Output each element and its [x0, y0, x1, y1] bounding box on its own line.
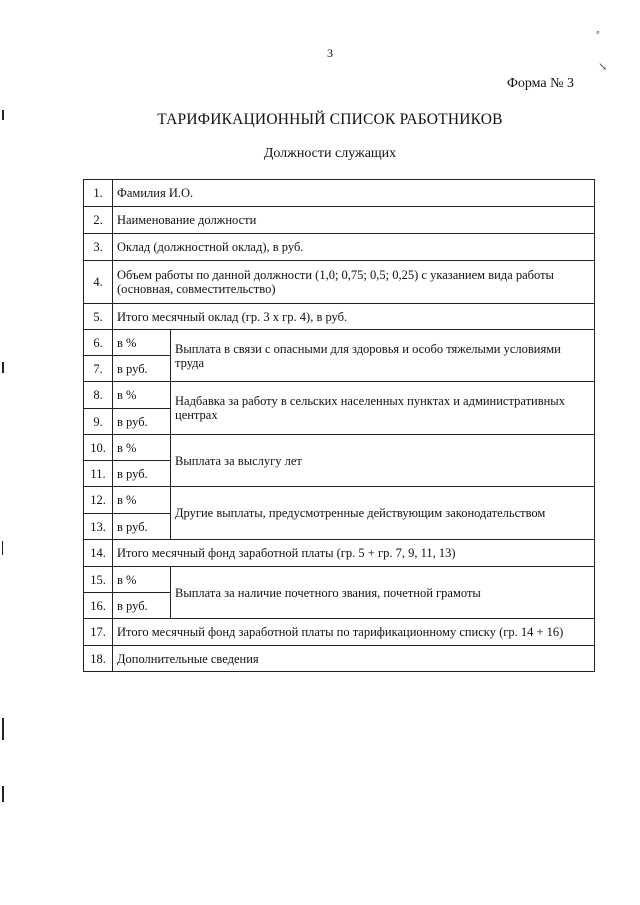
row-label: Наименование должности — [113, 207, 595, 234]
row-number: 18. — [84, 646, 113, 672]
row-number: 14. — [84, 540, 113, 567]
unit-label: в руб. — [113, 461, 171, 487]
unit-label: в руб. — [113, 514, 171, 540]
page-number: 3 — [327, 46, 333, 60]
unit-label: в руб. — [113, 593, 171, 619]
table-row — [84, 646, 595, 672]
scan-edge-mark — [2, 541, 3, 555]
row-number: 9. — [84, 409, 113, 435]
tariff-table — [83, 179, 595, 672]
row-number: 15. — [84, 567, 113, 593]
row-number: 1. — [84, 180, 113, 207]
scan-corner-mark: ↘ — [598, 61, 608, 73]
row-label: Итого месячный фонд заработной платы по тарификационному списку (гр. 14 + 16) — [113, 619, 595, 646]
row-label: Объем работы по данной должности (1,0; 0,75; 0,5; 0,25) с указанием вида работы (основная, совместительство) — [113, 261, 595, 304]
row-label: Оклад (должностной оклад), в руб. — [113, 234, 595, 261]
unit-label: в % — [113, 567, 171, 593]
row-number: 3. — [84, 234, 113, 261]
row-number: 17. — [84, 619, 113, 646]
row-number: 7. — [84, 356, 113, 382]
row-number: 11. — [84, 461, 113, 487]
table-row — [84, 207, 595, 234]
unit-label: в % — [113, 330, 171, 356]
row-label: Итого месячный фонд заработной платы (гр. 5 + гр. 7, 9, 11, 13) — [113, 540, 595, 567]
scan-edge-mark — [2, 786, 4, 802]
unit-label: в % — [113, 435, 171, 461]
table-row — [84, 382, 595, 409]
document-subtitle: Должности служащих — [263, 146, 397, 161]
table-row — [84, 234, 595, 261]
row-number: 13. — [84, 514, 113, 540]
unit-label: в руб. — [113, 409, 171, 435]
table-row — [84, 261, 595, 304]
row-number: 2. — [84, 207, 113, 234]
payment-description: Выплата за наличие почетного звания, почетной грамоты — [171, 567, 595, 619]
scan-edge-mark — [2, 362, 4, 373]
row-number: 8. — [84, 382, 113, 409]
row-number: 5. — [84, 304, 113, 330]
table-row — [84, 435, 595, 461]
unit-label: в % — [113, 382, 171, 409]
payment-description: Надбавка за работу в сельских населенных пунктах и административных центрах — [171, 382, 595, 435]
scan-corner-mark: ⸗ — [596, 26, 600, 38]
unit-label: в руб. — [113, 356, 171, 382]
form-number: Форма № 3 — [506, 76, 574, 91]
table-row — [84, 619, 595, 646]
payment-description: Выплата в связи с опасными для здоровья и особо тяжелыми условиями труда — [171, 330, 595, 382]
payment-description: Другие выплаты, предусмотренные действующим законодательством — [171, 487, 595, 540]
table-row — [84, 304, 595, 330]
row-number: 10. — [84, 435, 113, 461]
row-number: 4. — [84, 261, 113, 304]
table-row — [84, 180, 595, 207]
scan-edge-mark — [2, 718, 4, 740]
payment-description: Выплата за выслугу лет — [171, 435, 595, 487]
table-row — [84, 540, 595, 567]
row-number: 6. — [84, 330, 113, 356]
table-row — [84, 567, 595, 593]
row-number: 16. — [84, 593, 113, 619]
scan-edge-mark — [2, 110, 4, 120]
table-row — [84, 487, 595, 514]
unit-label: в % — [113, 487, 171, 514]
table-row — [84, 330, 595, 356]
row-label: Итого месячный оклад (гр. 3 х гр. 4), в руб. — [113, 304, 595, 330]
document-title: ТАРИФИКАЦИОННЫЙ СПИСОК РАБОТНИКОВ — [157, 111, 503, 128]
row-label: Дополнительные сведения — [113, 646, 595, 672]
row-label: Фамилия И.О. — [113, 180, 595, 207]
row-number: 12. — [84, 487, 113, 514]
